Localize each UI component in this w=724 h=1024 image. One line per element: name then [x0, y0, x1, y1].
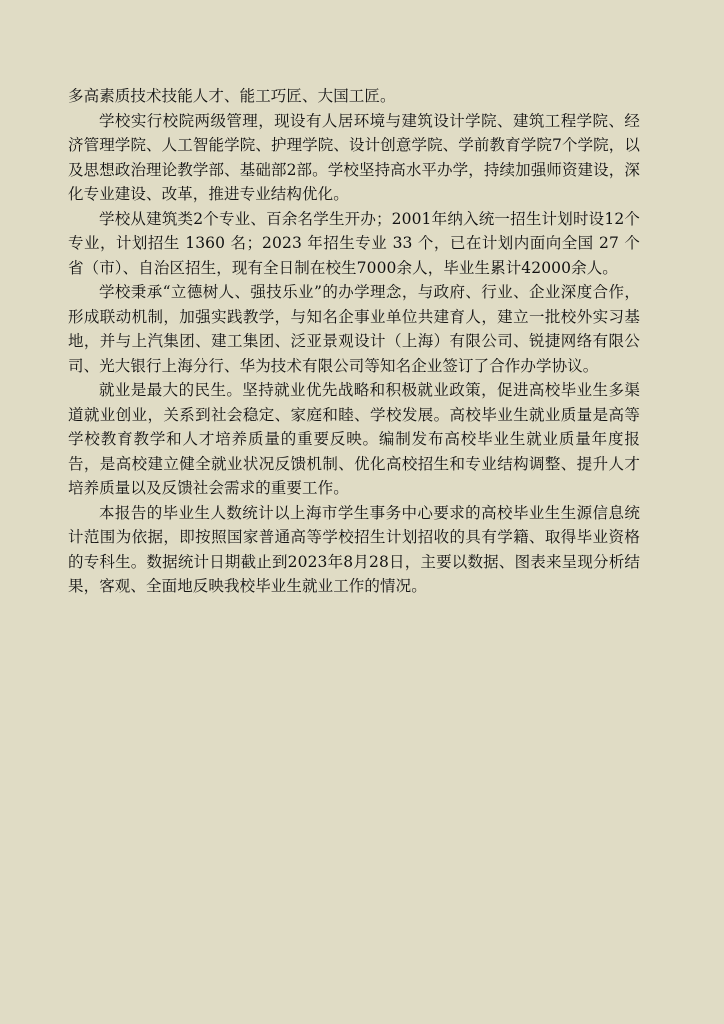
document-body: [68, 84, 640, 599]
paragraph-employment-importance: 就业是最大的民生。坚持就业优先战略和积极就业政策，促进高校毕业生多渠道就业创业，关系到社会稳定、家庭和睦、学校发展。高校毕业生就业质量是高等学校教育教学和人才培养质量的重要反映。编制发布高校毕业生就业质量年度报告，是高校建立健全就业状况反馈机制、优化高校招生和专业结构调整、提升人才培养质量以及反馈社会需求的重要工作。: [68, 381, 640, 497]
paragraph-report-scope: 本报告的毕业生人数统计以上海市学生事务中心要求的高校毕业生生源信息统计范围为依据，即按照国家普通高等学校招生计划招收的具有学籍、取得毕业资格的专科生。数据统计日期截止到2023年8月28日，主要以数据、图表来呈现分析结果，客观、全面地反映我校毕业生就业工作的情况。: [68, 503, 640, 595]
paragraph-school-structure: 学校实行校院两级管理，现设有人居环境与建筑设计学院、建筑工程学院、经济管理学院、人工智能学院、护理学院、设计创意学院、学前教育学院7个学院，以及思想政治理论教学部、基础部2部。学校坚持高水平办学，持续加强师资建设，深化专业建设、改革，推进专业结构优化。: [68, 111, 640, 203]
paragraph-cooperation: 学校秉承“立德树人、强技乐业”的办学理念，与政府、行业、企业深度合作，形成联动机制，加强实践教学，与知名企事业单位共建育人，建立一批校外实习基地，并与上汽集团、建工集团、泛亚景观设计（上海）有限公司、锐捷网络有限公司、光大银行上海分行、华为技术有限公司等知名企业签订了合作办学协议。: [68, 283, 640, 375]
paragraph-school-history: 学校从建筑类2个专业、百余名学生开办；2001年纳入统一招生计划时设12个专业，计划招生 1360 名；2023 年招生专业 33 个，已在计划内面向全国 27 个省（市）、自治区招生，现有全日制在校生7000余人，毕业生累计42000余人。: [68, 209, 640, 277]
paragraph-continuation: 多高素质技术技能人才、能工巧匠、大国工匠。: [68, 87, 396, 105]
